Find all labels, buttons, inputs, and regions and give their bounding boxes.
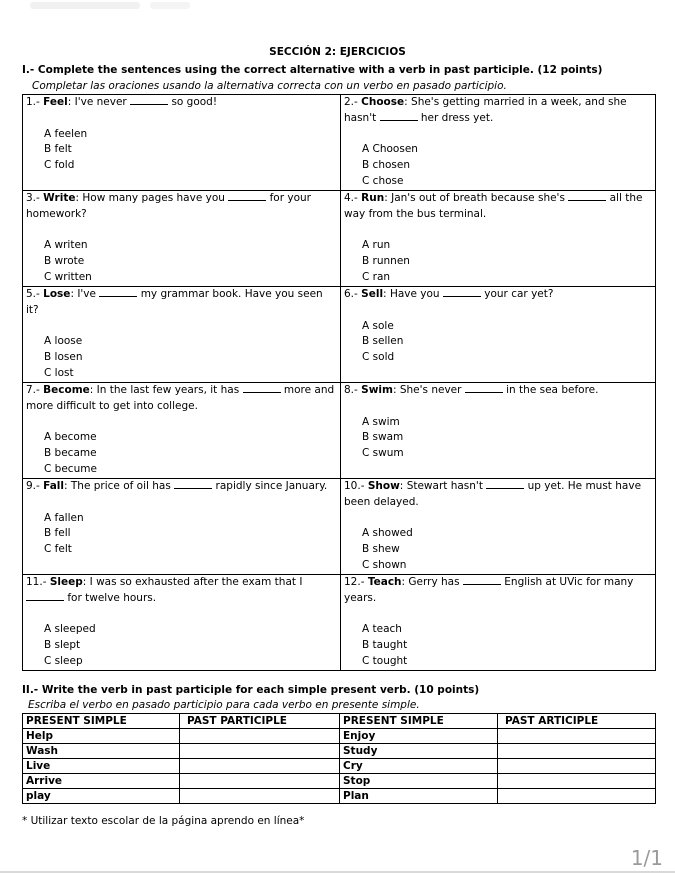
question-post: rapidly since January. xyxy=(215,480,328,492)
answer-blank xyxy=(99,287,137,297)
exercise-table xyxy=(22,94,656,671)
question-verb: Show xyxy=(367,480,400,492)
question-post: so good! xyxy=(171,96,218,108)
option-b: B runnen xyxy=(362,255,410,268)
option-c: C written xyxy=(44,270,92,283)
question-verb: Run xyxy=(361,192,385,204)
answer-blank xyxy=(463,575,501,585)
option-a: A become xyxy=(44,431,97,444)
verb-row xyxy=(23,759,656,774)
answer-blank xyxy=(465,383,503,393)
option-a: A loose xyxy=(44,335,83,348)
option-a: A teach xyxy=(362,623,402,636)
question-number: 9.- xyxy=(26,480,40,492)
option-c: C swum xyxy=(362,447,404,460)
answer-blank xyxy=(26,591,64,601)
question-verb: Choose xyxy=(361,96,405,108)
question-number: 1.- xyxy=(26,96,40,108)
page-indicator: 1/1 xyxy=(630,846,663,870)
question-number: 4.- xyxy=(344,192,358,204)
present-simple-cell: Wash xyxy=(23,744,180,759)
question-text: 4.- Run: Jan's out of breath because she's all the way from the bus terminal. xyxy=(344,192,643,220)
verb-table-header xyxy=(23,714,656,729)
part2-title: II.- Write the verb in past participle for each simple present verb. (10 points) xyxy=(22,684,480,696)
question-row xyxy=(23,287,656,383)
question-cell xyxy=(23,287,341,383)
past-participle-input-cell[interactable] xyxy=(180,729,340,744)
question-number: 5.- xyxy=(26,288,40,300)
question-text: 5.- Lose: I've my grammar book. Have you seen it? xyxy=(26,288,323,316)
part1-subtitle: Completar las oraciones usando la alternativa correcta con un verbo en pasado participio. xyxy=(32,80,507,92)
verb-row xyxy=(23,744,656,759)
question-number: 3.- xyxy=(26,192,40,204)
option-b: B shew xyxy=(362,543,400,556)
question-row xyxy=(23,575,656,671)
answer-blank xyxy=(443,287,481,297)
past-participle-input-cell[interactable] xyxy=(180,774,340,789)
question-row xyxy=(23,191,656,287)
part1-title: I.- Complete the sentences using the correct alternative with a verb in past participle. (12 points) xyxy=(22,64,603,76)
question-text: 6.- Sell: Have you your car yet? xyxy=(344,288,554,300)
present-simple-cell: Live xyxy=(23,759,180,774)
answer-blank xyxy=(228,191,266,201)
question-post: up yet. He must have been delayed. xyxy=(344,480,642,508)
present-simple-cell: Cry xyxy=(340,759,498,774)
question-pre: The price of oil has xyxy=(70,480,171,492)
faded-header-text-2 xyxy=(150,2,190,9)
question-row xyxy=(23,95,656,191)
question-pre: I've xyxy=(77,288,96,300)
past-participle-input-cell[interactable] xyxy=(498,729,656,744)
question-pre: She's never xyxy=(399,384,462,396)
question-text: 11.- Sleep: I was so exhausted after the exam that I for twelve hours. xyxy=(26,576,303,604)
question-row xyxy=(23,383,656,479)
question-number: 6.- xyxy=(344,288,358,300)
question-number: 11.- xyxy=(26,576,47,588)
section-title: SECCIÓN 2: EJERCICIOS xyxy=(269,46,406,58)
question-text: 10.- Show: Stewart hasn't up yet. He must have been delayed. xyxy=(344,480,642,508)
past-participle-input-cell[interactable] xyxy=(180,789,340,804)
option-b: B swam xyxy=(362,431,404,444)
question-cell xyxy=(341,383,656,479)
question-cell xyxy=(23,95,341,191)
option-a: A writen xyxy=(44,239,88,252)
question-text: 2.- Choose: She's getting married in a week, and she hasn't her dress yet. xyxy=(344,96,627,124)
question-pre: Jan's out of breath because she's xyxy=(391,192,565,204)
question-verb: Swim xyxy=(361,384,393,396)
question-number: 10.- xyxy=(344,480,365,492)
option-c: C fold xyxy=(44,159,75,172)
header-present-simple: PRESENT SIMPLE xyxy=(23,714,180,729)
present-simple-cell: Stop xyxy=(340,774,498,789)
question-verb: Teach xyxy=(367,576,402,588)
answer-blank xyxy=(243,383,281,393)
answer-blank xyxy=(174,479,212,489)
question-number: 12.- xyxy=(344,576,365,588)
question-pre: Stewart hasn't xyxy=(406,480,483,492)
question-text: 1.- Feel: I've never so good! xyxy=(26,96,218,108)
question-text: 7.- Become: In the last few years, it has more and more difficult to get into college. xyxy=(26,384,335,412)
option-b: B slept xyxy=(44,639,81,652)
question-number: 7.- xyxy=(26,384,40,396)
option-b: B taught xyxy=(362,639,408,652)
question-cell xyxy=(23,191,341,287)
option-a: A Choosen xyxy=(362,143,418,156)
past-participle-input-cell[interactable] xyxy=(498,774,656,789)
option-b: B losen xyxy=(44,351,83,364)
option-b: B felt xyxy=(44,143,72,156)
present-simple-cell: Plan xyxy=(340,789,498,804)
question-post: her dress yet. xyxy=(420,111,494,124)
question-post: my grammar book. Have you seen it? xyxy=(26,288,323,316)
question-verb: Lose xyxy=(43,288,71,300)
question-verb: Feel xyxy=(43,96,68,108)
answer-blank xyxy=(568,191,606,201)
verb-row xyxy=(23,729,656,744)
question-post: English at UVic for many years. xyxy=(344,576,634,604)
question-cell xyxy=(341,287,656,383)
option-b: B chosen xyxy=(362,159,410,172)
question-pre: How many pages have you xyxy=(82,192,225,204)
option-c: C sold xyxy=(362,351,395,364)
question-verb: Write xyxy=(43,192,76,204)
present-simple-cell: Arrive xyxy=(23,774,180,789)
question-cell xyxy=(23,479,341,575)
header-past-participle: PAST PARTICIPLE xyxy=(180,714,340,729)
past-participle-input-cell[interactable] xyxy=(180,759,340,774)
answer-blank xyxy=(380,111,418,121)
header-past-participle-2: PAST ARTICIPLE xyxy=(498,714,656,729)
header-present-simple-2: PRESENT SIMPLE xyxy=(340,714,498,729)
question-cell xyxy=(341,95,656,191)
option-a: A sole xyxy=(362,319,394,332)
question-verb: Fall xyxy=(43,480,64,492)
verb-row xyxy=(23,774,656,789)
option-a: A swim xyxy=(362,415,400,428)
option-c: C chose xyxy=(362,174,404,187)
question-text: 9.- Fall: The price of oil has rapidly since January. xyxy=(26,480,328,492)
present-simple-cell: play xyxy=(23,789,180,804)
option-c: C tought xyxy=(362,654,408,667)
question-row xyxy=(23,479,656,575)
present-simple-cell: Study xyxy=(340,744,498,759)
question-text: 8.- Swim: She's never in the sea before. xyxy=(344,384,599,396)
question-post: your car yet? xyxy=(484,288,554,300)
option-c: C becume xyxy=(44,462,97,475)
question-post: for your homework? xyxy=(26,192,311,220)
option-b: B wrote xyxy=(44,255,85,268)
footnote: * Utilizar texto escolar de la página aprendo en línea* xyxy=(22,815,305,827)
question-cell xyxy=(341,191,656,287)
option-a: A sleeped xyxy=(44,623,96,636)
option-b: B sellen xyxy=(362,335,404,348)
past-participle-input-cell[interactable] xyxy=(180,744,340,759)
question-post: in the sea before. xyxy=(506,384,599,396)
option-a: A fallen xyxy=(44,511,84,524)
option-c: C sleep xyxy=(44,654,83,667)
question-cell xyxy=(341,479,656,575)
question-number: 8.- xyxy=(344,384,358,396)
question-text: 12.- Teach: Gerry has English at UVic for many years. xyxy=(344,576,634,604)
question-number: 2.- xyxy=(344,96,358,108)
part2-subtitle: Escriba el verbo en pasado participio para cada verbo en presente simple. xyxy=(28,699,420,711)
present-simple-cell: Help xyxy=(23,729,180,744)
question-cell xyxy=(341,575,656,671)
option-c: C ran xyxy=(362,270,391,283)
answer-blank xyxy=(486,479,524,489)
option-a: A run xyxy=(362,239,391,252)
option-c: C shown xyxy=(362,558,407,571)
verb-table xyxy=(22,713,656,804)
question-pre: I've never xyxy=(74,96,127,108)
question-pre: In the last few years, it has xyxy=(96,384,240,396)
past-participle-input-cell[interactable] xyxy=(498,759,656,774)
option-b: B fell xyxy=(44,527,71,540)
option-a: A showed xyxy=(362,527,413,540)
question-post: all the way from the bus terminal. xyxy=(344,192,643,220)
question-cell xyxy=(23,575,341,671)
option-b: B became xyxy=(44,447,97,460)
question-verb: Sleep xyxy=(49,576,83,588)
question-text: 3.- Write: How many pages have you for your homework? xyxy=(26,192,311,220)
question-post: for twelve hours. xyxy=(67,591,157,604)
top-bar xyxy=(0,0,675,16)
question-pre: I was so exhausted after the exam that I xyxy=(89,576,303,588)
present-simple-cell: Enjoy xyxy=(340,729,498,744)
question-post: more and more difficult to get into college. xyxy=(26,384,335,412)
option-a: A feelen xyxy=(44,127,88,140)
question-cell xyxy=(23,383,341,479)
question-verb: Become xyxy=(43,384,90,396)
option-c: C lost xyxy=(44,366,74,379)
option-c: C felt xyxy=(44,543,72,556)
past-participle-input-cell[interactable] xyxy=(498,744,656,759)
faded-header-text xyxy=(30,2,140,9)
answer-blank xyxy=(130,95,168,105)
question-pre: She's getting married in a week, and she hasn't xyxy=(344,96,627,124)
question-pre: Have you xyxy=(389,288,440,300)
past-participle-input-cell[interactable] xyxy=(498,789,656,804)
verb-row xyxy=(23,789,656,804)
question-verb: Sell xyxy=(361,288,384,300)
question-pre: Gerry has xyxy=(408,576,460,588)
